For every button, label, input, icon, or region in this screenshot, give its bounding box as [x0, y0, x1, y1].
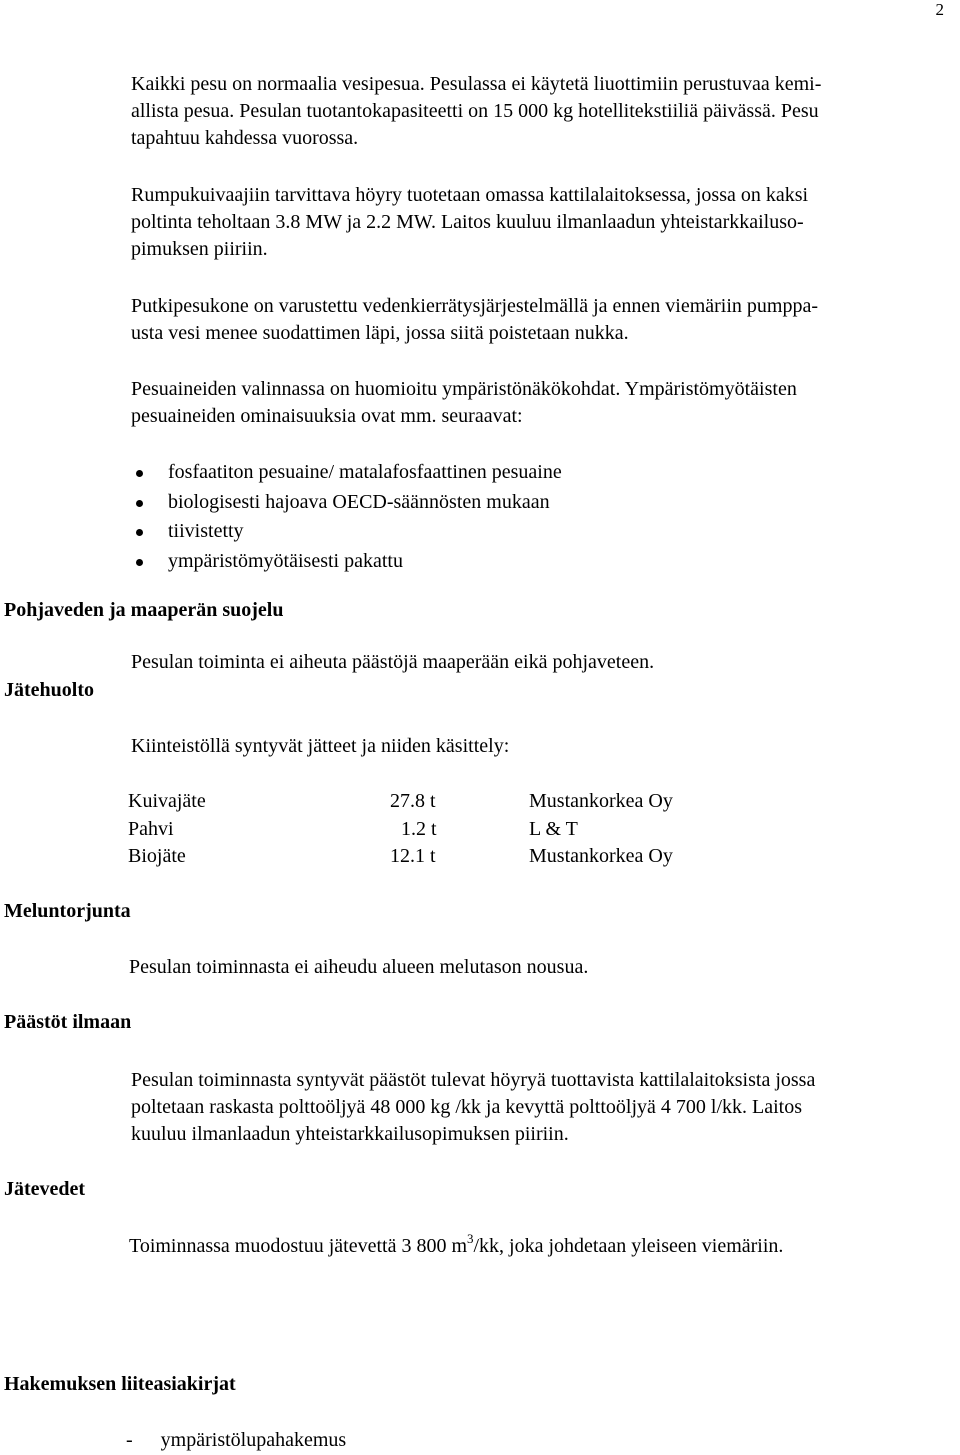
text-line: poltinta teholtaan 3.8 MW ja 2.2 MW. Laitos kuuluu ilmanlaadun yhteistarkkailuso- [131, 211, 804, 233]
attachment-item-text: ympäristölupahakemus [160, 1429, 347, 1451]
text-line: kuuluu ilmanlaadun yhteistarkkailusopimuksen piiriin. [131, 1123, 569, 1145]
bullet-icon [136, 529, 143, 536]
list-item [130, 517, 562, 547]
paragraph-detergents [131, 376, 797, 430]
text-line: Putkipesukone on varustettu vedenkierrätysjärjestelmällä ja ennen viemäriin pumppa- [131, 295, 819, 317]
heading-waste: Jätehuolto [4, 679, 94, 701]
noise-text: Pesulan toiminnasta ei aiheudu alueen melutason nousua. [129, 956, 589, 978]
text-line: poltetaan raskasta polttoöljyä 48 000 kg /kk ja kevyttä polttoöljyä 4 700 l/kk. Laitos [131, 1096, 802, 1118]
waste-intro: Kiinteistöllä syntyvät jätteet ja niiden käsittely: [131, 735, 510, 757]
text-line: Pesuaineiden valinnassa on huomioitu ympäristönäkökohdat. Ympäristömyötäisten [131, 378, 797, 400]
text-line: Pesulan toiminnasta syntyvät päästöt tulevat höyryä tuottavista kattilalaitoksista jossa [131, 1069, 816, 1091]
groundwater-text: Pesulan toiminta ei aiheuta päästöjä maaperään eikä pohjaveteen. [131, 651, 655, 673]
table-row [128, 843, 673, 871]
text-line: Rumpukuivaajiin tarvittava höyry tuotetaan omassa kattilalaitoksessa, jossa on kaksi [131, 184, 809, 206]
page-number: 2 [935, 0, 944, 19]
bullet-icon [136, 500, 143, 507]
table-row [128, 788, 673, 816]
air-emissions-text [131, 1067, 815, 1148]
wastewater-text-before: Toiminnassa muodostuu jätevettä 3 800 m [129, 1235, 467, 1257]
waste-receiver: L & T [529, 817, 578, 840]
paragraph-washing [131, 71, 821, 152]
attachment-list-item [126, 1429, 346, 1452]
heading-attachments: Hakemuksen liiteasiakirjat [4, 1373, 236, 1395]
list-item [130, 458, 562, 488]
list-item [130, 547, 562, 577]
text-line: usta vesi menee suodattimen läpi, jossa siitä poistetaan nukka. [131, 322, 629, 344]
heading-noise: Meluntorjunta [4, 900, 131, 922]
heading-air-emissions: Päästöt ilmaan [4, 1011, 132, 1033]
waste-type: Biojäte [128, 845, 186, 867]
waste-amount: 27.8 t [390, 790, 436, 812]
wastewater-text-after: /kk, joka johdetaan yleiseen viemäriin. [473, 1235, 784, 1257]
list-item-text: ympäristömyötäisesti pakattu [168, 549, 403, 572]
list-item-text: fosfaatiton pesuaine/ matalafosfaattinen pesuaine [168, 461, 562, 483]
heading-wastewater: Jätevedet [4, 1178, 86, 1200]
text-line: pimuksen piiriin. [131, 238, 268, 260]
waste-type: Kuivajäte [128, 790, 206, 812]
paragraph-pipe-washer [131, 293, 818, 347]
superscript: 3 [467, 1231, 474, 1246]
waste-table [128, 788, 673, 871]
list-item-text: biologisesti hajoava OECD-säännösten mukaan [168, 490, 550, 513]
text-line: pesuaineiden ominaisuuksia ovat mm. seuraavat: [131, 405, 523, 427]
waste-receiver: Mustankorkea Oy [529, 845, 673, 867]
text-line: Kaikki pesu on normaalia vesipesua. Pesulassa ei käytetä liuottimiin perustuvaa kemi- [131, 73, 822, 95]
heading-groundwater: Pohjaveden ja maaperän suojelu [4, 599, 284, 621]
bullet-icon [136, 559, 143, 566]
text-line: tapahtuu kahdessa vuorossa. [131, 127, 359, 149]
list-item [130, 488, 562, 518]
waste-amount: 12.1 t [390, 845, 436, 867]
dash-marker: - [126, 1429, 133, 1451]
text-line: allista pesua. Pesulan tuotantokapasiteetti on 15 000 kg hotellitekstiiliä päivässä. Pesu [131, 100, 819, 122]
waste-type: Pahvi [128, 817, 174, 840]
waste-amount: 1.2 t [401, 817, 437, 840]
bullet-icon [136, 470, 143, 477]
table-row [128, 816, 673, 844]
detergent-properties-list [130, 458, 562, 576]
list-item-text: tiivistetty [168, 520, 244, 542]
wastewater-text [129, 1231, 784, 1258]
paragraph-steam [131, 182, 808, 263]
waste-receiver: Mustankorkea Oy [529, 790, 673, 812]
